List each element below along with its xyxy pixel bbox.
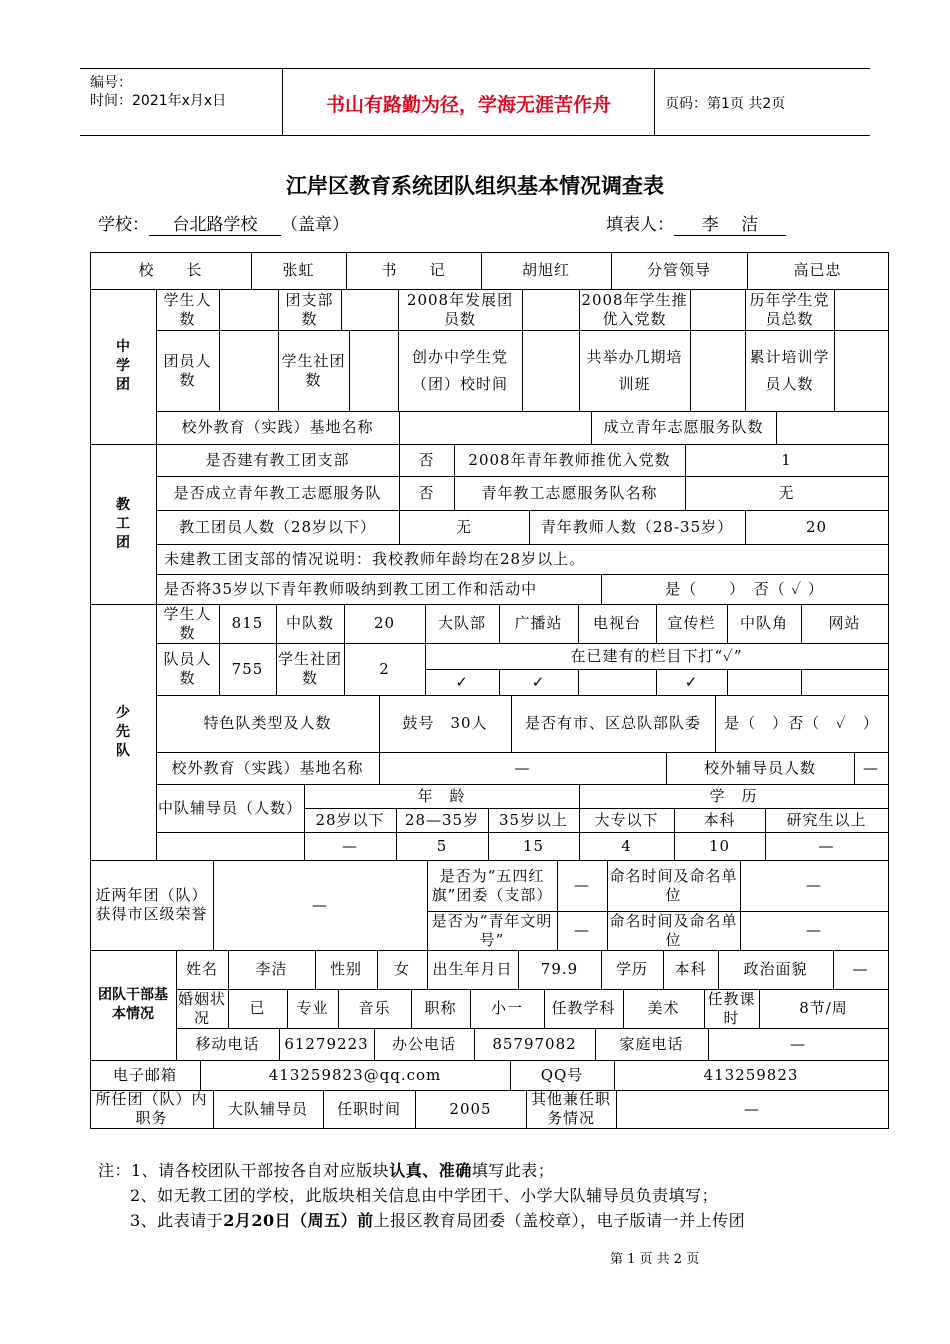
trained-label: 累计培训学员人数 (745, 330, 835, 412)
teacher-explanation: 未建教工团支部的情况说明：我校教师年龄均在28岁以上。 (156, 544, 889, 575)
pioneer-clubs-label: 学生社团数 (276, 643, 345, 696)
section-cadre-label: 团队干部基本情况 (98, 987, 168, 1022)
teacher-volunteer-name-value[interactable]: 无 (685, 476, 889, 511)
name-time-value-1[interactable]: — (740, 860, 889, 912)
age-header: 年 龄 (304, 784, 580, 809)
name-time-label-2: 命名时间及命名单位 (607, 911, 741, 951)
director-value: 高已忠 (747, 252, 889, 290)
party-school-value[interactable] (522, 330, 580, 412)
note-1 (98, 1158, 554, 1181)
may4-question: 是否为“五四红旗”团委（支部） (427, 860, 558, 912)
survey-table (90, 252, 889, 1129)
document-date: 时间：2021年x月x日 (90, 93, 227, 109)
education-label: 学历 (601, 950, 664, 990)
teacher-absorb-question: 是否将35岁以下青年教师吸纳到教工团工作和活动中 (156, 574, 602, 605)
since-value[interactable]: 2005 (415, 1090, 527, 1129)
home-phone-value[interactable]: — (708, 1028, 889, 1061)
members-label: 团员人数 (156, 330, 220, 412)
section-cadre (90, 950, 177, 1061)
hours-label: 任教课时 (704, 989, 760, 1029)
document-number-label: 编号： (90, 75, 132, 91)
age-val-over35[interactable]: 15 (488, 832, 580, 861)
email-label: 电子邮箱 (90, 1060, 201, 1091)
name-label: 姓名 (176, 950, 229, 990)
column-board: 宣传栏 (656, 604, 728, 644)
politics-label: 政治面貌 (718, 950, 834, 990)
title-label: 职称 (411, 989, 471, 1029)
squads-label: 中队数 (276, 604, 345, 644)
external-counselors-label: 校外辅导员人数 (666, 752, 855, 785)
squads-value[interactable]: 20 (344, 604, 426, 644)
volunteer-value[interactable] (776, 411, 889, 445)
committee-question: 是否有市、区总队部队委 (511, 695, 716, 753)
page-footer: 第 1 页 共 2 页 (610, 1252, 700, 1267)
check-board[interactable]: ✓ (656, 669, 728, 696)
column-tv: 电视台 (578, 604, 657, 644)
school-line (98, 210, 349, 236)
page-title: 江岸区教育系统团队组织基本情况调查表 (286, 174, 664, 198)
pioneer-members-label: 队员人数 (156, 643, 220, 696)
party-school-label: 创办中学生党（团）校时间 (398, 330, 523, 412)
teacher-branch-question: 是否建有教工团支部 (156, 444, 400, 477)
squad-counselor-blank (156, 832, 305, 861)
check-tv[interactable] (578, 669, 657, 696)
gender-value[interactable]: 女 (377, 950, 428, 990)
sessions-label: 共举办几期培训班 (579, 330, 691, 412)
may4-answer[interactable]: — (557, 860, 608, 912)
committee-answer[interactable]: 是（ ）否（ ✓ ） (715, 695, 889, 753)
birth-label: 出生年月日 (427, 950, 519, 990)
young-teachers-value[interactable]: 20 (745, 510, 889, 545)
school-label: 学校： (98, 215, 149, 235)
gender-label: 性别 (315, 950, 378, 990)
clubs-label: 学生社团数 (278, 330, 350, 412)
filler-value: 李 洁 (674, 210, 786, 236)
seal-note: （盖章） (281, 215, 349, 235)
qq-value[interactable]: 413259823 (614, 1060, 889, 1091)
since-label: 任职时间 (323, 1090, 416, 1129)
teacher-absorb-answer[interactable]: 是（ ） 否（ ✓ ） (601, 574, 889, 605)
check-headquarters[interactable]: ✓ (425, 669, 500, 696)
pioneer-students-value[interactable]: 815 (219, 604, 277, 644)
education-header: 学 历 (579, 784, 889, 809)
edu-val-below-college[interactable]: 4 (579, 832, 675, 861)
party-total-value[interactable] (834, 289, 889, 331)
title-value[interactable]: 小一 (470, 989, 545, 1029)
page-indicator: 页码：第1页 共2页 (665, 96, 786, 112)
age-col-under28: 28岁以下 (304, 808, 397, 833)
volunteer-label: 成立青年志愿服务队数 (591, 411, 777, 445)
name-value[interactable]: 李洁 (228, 950, 316, 990)
honors-value[interactable]: — (213, 860, 428, 951)
students-label: 学生人数 (156, 289, 220, 331)
post-label: 所任团（队）内职务 (90, 1090, 214, 1129)
email-value[interactable]: 413259823@qq.com (200, 1060, 511, 1091)
members2008-value[interactable] (522, 289, 580, 331)
external-counselors-value[interactable]: — (854, 752, 889, 785)
note-1-bold: 认真、准确 (389, 1161, 472, 1180)
home-phone-label: 家庭电话 (595, 1028, 709, 1061)
edu-col-bachelor: 本科 (674, 808, 766, 833)
edu-col-postgrad: 研究生以上 (765, 808, 889, 833)
school-value: 台北路学校 (149, 210, 281, 236)
qq-label: QQ号 (510, 1060, 615, 1091)
members-value[interactable] (219, 330, 279, 412)
teacher-party2008-value[interactable]: 1 (685, 444, 889, 477)
trained-value[interactable] (834, 330, 889, 412)
section-pioneer (90, 604, 157, 861)
note-1-post: 填写此表； (471, 1161, 555, 1180)
members2008-label: 2008年发展团员数 (398, 289, 523, 331)
director-label: 分管领导 (611, 252, 748, 290)
office-phone-value[interactable]: 85797082 (474, 1028, 596, 1061)
middle-base-label: 校外教育（实践）基地名称 (156, 411, 400, 445)
age-col-over35: 35岁以上 (488, 808, 580, 833)
teacher-branch-answer[interactable]: 否 (399, 444, 455, 477)
politics-value[interactable]: — (833, 950, 889, 990)
principal-value: 张虹 (251, 252, 347, 290)
birth-value[interactable]: 79.9 (518, 950, 602, 990)
subject-label: 任教学科 (544, 989, 624, 1029)
teacher-members-value[interactable]: 无 (399, 510, 530, 545)
other-post-label: 其他兼任职务情况 (526, 1090, 617, 1129)
middle-base-value[interactable] (399, 411, 592, 445)
branches-value[interactable] (341, 289, 399, 331)
special-team-label: 特色队类型及人数 (156, 695, 380, 753)
note-2: 2、如无教工团的学校，此版块相关信息由中学团干、小学大队辅导员负责填写； (130, 1186, 719, 1205)
check-squad-corner[interactable] (727, 669, 802, 696)
teacher-volunteer-answer[interactable]: 否 (399, 476, 455, 511)
mobile-label: 移动电话 (176, 1028, 280, 1061)
section-pioneer-label: 少先队 (116, 704, 130, 759)
squad-counselor-label: 中队辅导员（人数） (156, 784, 305, 833)
principal-label: 校 长 (90, 252, 252, 290)
filler-line (606, 210, 786, 236)
age-val-28-35[interactable]: 5 (396, 832, 489, 861)
column-website: 网站 (801, 604, 889, 644)
marriage-label: 婚姻状况 (176, 989, 229, 1029)
teacher-members-label: 教工团员人数（28岁以下） (156, 510, 400, 545)
note-3-bold: 2月20日（周五）前 (223, 1211, 374, 1230)
secretary-label: 书 记 (346, 252, 482, 290)
column-headquarters: 大队部 (425, 604, 500, 644)
filler-label: 填表人： (606, 215, 674, 235)
teacher-party2008-label: 2008年青年教师推优入党数 (454, 444, 686, 477)
party2008-value[interactable] (690, 289, 746, 331)
pioneer-base-value[interactable]: — (379, 752, 667, 785)
mobile-value[interactable]: 61279223 (279, 1028, 375, 1061)
note-3-pre: 3、此表请于 (130, 1211, 224, 1230)
check-note: 在已建有的栏目下打“✓” (425, 643, 889, 670)
name-time-label-1: 命名时间及命名单位 (607, 860, 741, 912)
education-value[interactable]: 本科 (663, 950, 719, 990)
note-3-post: 上报区教育局团委（盖校章），电子版请一并上传团 (373, 1211, 746, 1230)
honors-label: 近两年团（队）获得市区级荣誉 (90, 860, 214, 951)
subject-value[interactable]: 美术 (623, 989, 705, 1029)
section-middle-school (90, 289, 157, 445)
pioneer-students-label: 学生人数 (156, 604, 220, 644)
post-value[interactable]: 大队辅导员 (213, 1090, 324, 1129)
note-1-pre: 注：1、请各校团队干部按各自对应版块 (98, 1161, 390, 1180)
party2008-label: 2008年学生推优入党数 (579, 289, 691, 331)
section-teacher (90, 444, 157, 605)
sessions-value[interactable] (690, 330, 746, 412)
edu-col-below-college: 大专以下 (579, 808, 675, 833)
edu-val-bachelor[interactable]: 10 (674, 832, 766, 861)
teacher-volunteer-name-label: 青年教工志愿服务队名称 (454, 476, 686, 511)
age-col-28-35: 28—35岁 (396, 808, 489, 833)
secretary-value: 胡旭红 (481, 252, 612, 290)
header-motto: 书山有路勤为径，学海无涯苦作舟 (325, 94, 611, 116)
students-value[interactable] (219, 289, 279, 331)
section-teacher-label: 教工团 (116, 496, 130, 551)
other-post-value[interactable]: — (616, 1090, 889, 1129)
hours-value[interactable]: 8节/周 (759, 989, 889, 1029)
drum-team-value[interactable]: 鼓号 30人 (379, 695, 512, 753)
edu-val-postgrad[interactable]: — (765, 832, 889, 861)
young-teachers-label: 青年教师人数（28-35岁） (529, 510, 746, 545)
major-value[interactable]: 音乐 (338, 989, 412, 1029)
section-middle-label: 中学团 (116, 339, 130, 393)
check-radio[interactable]: ✓ (499, 669, 579, 696)
column-radio: 广播站 (499, 604, 579, 644)
age-val-under28[interactable]: — (304, 832, 397, 861)
pioneer-members-value[interactable]: 755 (219, 643, 277, 696)
column-squad-corner: 中队角 (727, 604, 802, 644)
pioneer-base-label: 校外教育（实践）基地名称 (156, 752, 380, 785)
office-phone-label: 办公电话 (374, 1028, 475, 1061)
check-website[interactable] (801, 669, 889, 696)
major-label: 专业 (287, 989, 339, 1029)
youth-answer[interactable]: — (557, 911, 608, 951)
teacher-volunteer-question: 是否成立青年教工志愿服务队 (156, 476, 400, 511)
youth-question: 是否为“青年文明号” (427, 911, 558, 951)
branches-label: 团支部数 (278, 289, 342, 331)
clubs-value[interactable] (349, 330, 399, 412)
marriage-value[interactable]: 已 (228, 989, 288, 1029)
party-total-label: 历年学生党员总数 (745, 289, 835, 331)
pioneer-clubs-value[interactable]: 2 (344, 643, 426, 696)
note-3 (130, 1208, 745, 1231)
name-time-value-2[interactable]: — (740, 911, 889, 951)
